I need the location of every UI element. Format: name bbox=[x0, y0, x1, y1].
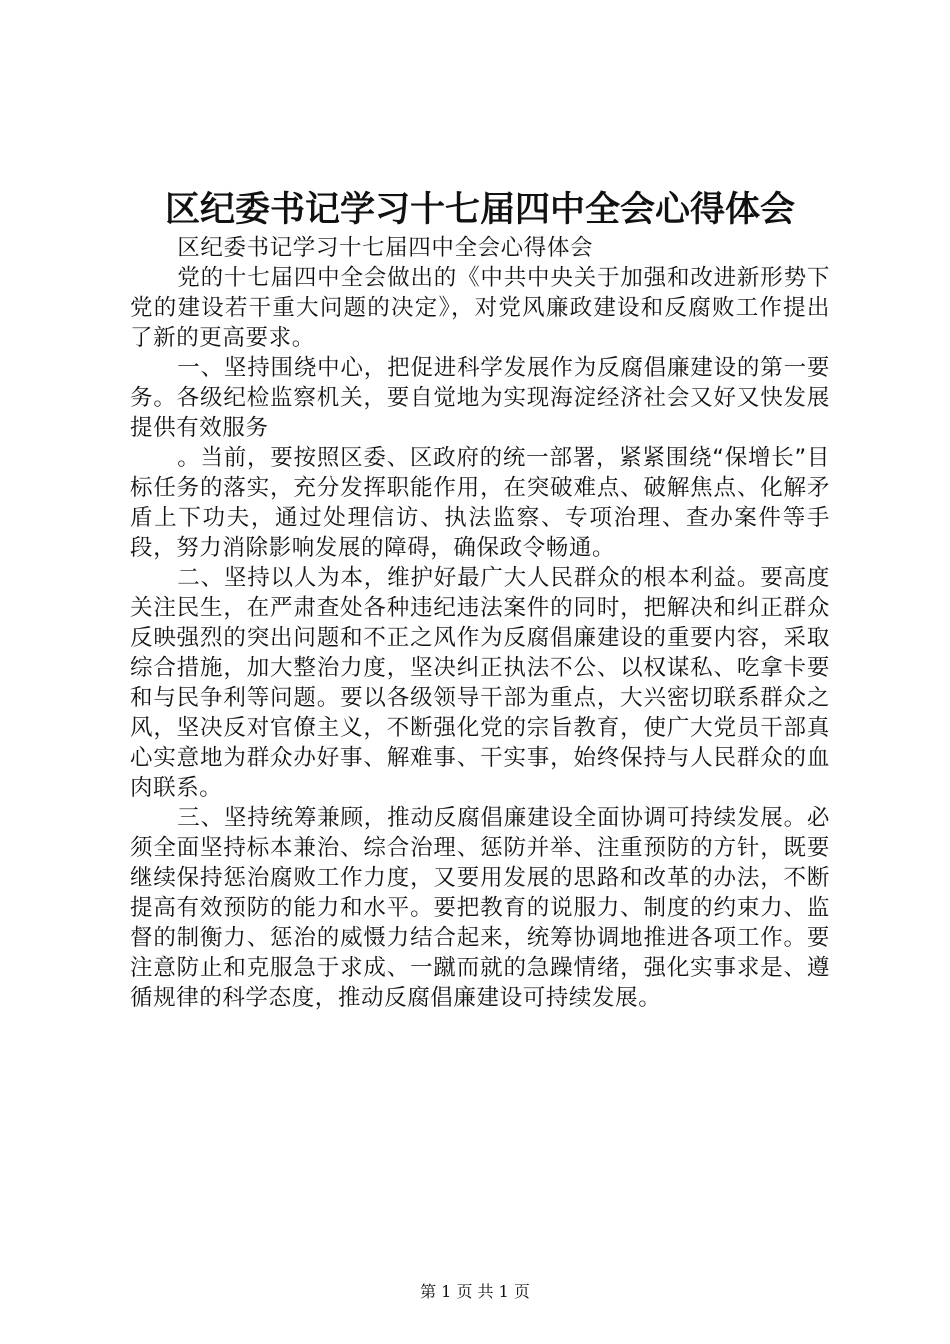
document-title: 区纪委书记学习十七届四中全会心得体会 bbox=[164, 189, 795, 230]
document-subtitle: 区纪委书记学习十七届四中全会心得体会 bbox=[177, 235, 594, 261]
paragraph-point-one-continued: 。当前，要按照区委、区政府的统一部署，紧紧围绕“保增长”目标任务的落实，充分发挥职能作用，在突破难点、破解焦点、化解矛盾上下功夫，通过处理信访、执法监察、专项治理、查办案件等手段，努力消除影响发展的障碍，确保政令畅通。 bbox=[130, 445, 830, 561]
page-footer: 第 1 页 共 1 页 bbox=[420, 1282, 530, 1301]
document-body bbox=[130, 233, 830, 1013]
paragraph-point-one: 一、坚持围绕中心，把促进科学发展作为反腐倡廉建设的第一要务。各级纪检监察机关，要自觉地为实现海淀经济社会又好又快发展提供有效服务 bbox=[130, 355, 830, 441]
paragraph-intro: 党的十七届四中全会做出的《中共中央关于加强和改进新形势下党的建设若干重大问题的决定》，对党风廉政建设和反腐败工作提出了新的更高要求。 bbox=[130, 265, 830, 351]
paragraph-point-two: 二、坚持以人为本，维护好最广大人民群众的根本利益。要高度关注民生，在严肃查处各种违纪违法案件的同时，把解决和纠正群众反映强烈的突出问题和不正之风作为反腐倡廉建设的重要内容，采取综合措施，加大整治力度，坚决纠正执法不公、以权谋私、吃拿卡要和与民争利等问题。要以各级领导干部为重点，大兴密切联系群众之风，坚决反对官僚主义，不断强化党的宗旨教育，使广大党员干部真心实意地为群众办好事、解难事、干实事，始终保持与人民群众的血肉联系。 bbox=[130, 565, 830, 801]
paragraph-point-three: 三、坚持统筹兼顾，推动反腐倡廉建设全面协调可持续发展。必须全面坚持标本兼治、综合治理、惩防并举、注重预防的方针，既要继续保持惩治腐败工作力度，又要用发展的思路和改革的办法，不断提高有效预防的能力和水平。要把教育的说服力、制度的约束力、监督的制衡力、惩治的威慑力结合起来，统筹协调地推进各项工作。要注意防止和克服急于求成、一蹴而就的急躁情绪，强化实事求是、遵循规律的科学态度，推动反腐倡廉建设可持续发展。 bbox=[130, 805, 830, 1011]
